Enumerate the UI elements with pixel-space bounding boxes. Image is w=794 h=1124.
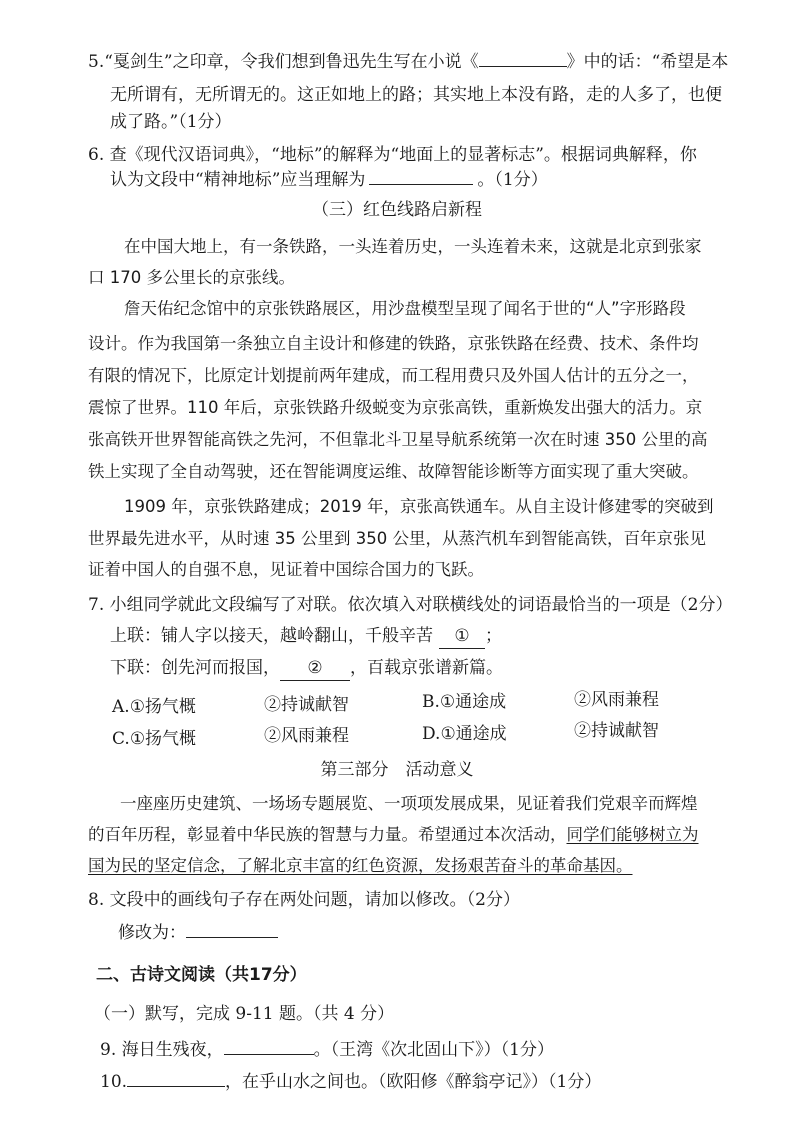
- q7-option-d-two: ②持诚献智: [574, 721, 659, 741]
- s3-p1-l2: 口 170 多公里长的京张线。: [88, 268, 295, 287]
- part2-sub: （一）默写，完成 9-11 题。（共 4 分）: [94, 1004, 395, 1024]
- q7-option-c-two: ②风雨兼程: [264, 726, 349, 746]
- underlined-sentence: 国为民的坚定信念，了解北京丰富的红色资源，发扬艰苦奋斗的革命基因。: [88, 856, 633, 875]
- part2-heading: 二、古诗文阅读（共17分）: [96, 965, 307, 985]
- q7-option-b[interactable]: B.①通途成: [422, 692, 507, 712]
- q9-answer-blank[interactable]: [224, 1038, 314, 1055]
- q7-option-a-two: ②持诚献智: [264, 695, 349, 715]
- q5-line3: 成了路。”（1分）: [110, 112, 232, 132]
- s3-p3-l1: 1909 年，京张铁路建成；2019 年，京张高铁通车。从自主设计修建零的突破到: [124, 497, 714, 516]
- part3-title: 第三部分 活动意义: [320, 760, 474, 780]
- q8-answer-blank[interactable]: [186, 921, 278, 938]
- s3-p2-l5: 张高铁开世界智能高铁之先河，不但靠北斗卫星导航系统第一次在时速 350 公里的高: [88, 430, 708, 449]
- q7-upper-couplet: 上联：铺人字以接天，越岭翻山，千般辛苦 ① ；: [110, 624, 794, 649]
- q7-blank-1[interactable]: ①: [439, 624, 485, 649]
- s3-p2-l6: 铁上实现了全自动驾驶，还在智能调度运维、故障智能诊断等方面实现了重大突破。: [88, 462, 699, 481]
- s3-p2-l3: 有限的情况下，比原定计划提前两年建成，而工程用费只及外国人估计的五分之一，: [88, 366, 699, 385]
- s3-p2-l2: 设计。作为我国第一条独立自主设计和修建的铁路，京张铁路在经费、技术、条件均: [88, 334, 699, 353]
- q5-line2: 无所谓有，无所谓无的。这正如地上的路；其实地上本没有路，走的人多了，也便: [110, 85, 722, 105]
- q7-blank-2[interactable]: ②: [280, 656, 350, 681]
- underlined-sentence-start: 同学们能够树立为: [566, 825, 699, 844]
- s3-p3-l3: 证着中国人的自强不息，见证着中国综合国力的飞跃。: [88, 560, 484, 579]
- s3-p1-l1: 在中国大地上，有一条铁路，一头连着历史，一头连着未来，这就是北京到张家: [124, 237, 702, 256]
- q6-line1: 6. 查《现代汉语词典》，“地标”的解释为“地面上的显著标志”。根据词典解释，你: [88, 145, 697, 165]
- q7-option-c[interactable]: C.①扬气概: [112, 729, 197, 749]
- s3-p2-l4: 震惊了世界。110 年后，京张铁路升级蜕变为京张高铁，重新焕发出强大的活力。京: [88, 398, 703, 417]
- q7-option-b-two: ②风雨兼程: [574, 690, 659, 710]
- q7-stem: 7. 小组同学就此文段编写了对联。依次填入对联横线处的词语最恰当的一项是（2分）: [88, 595, 733, 615]
- s3-p2-l1: 詹天佑纪念馆中的京张铁路展区，用沙盘模型呈现了闻名于世的“人”字形路段: [124, 299, 686, 318]
- q5-answer-blank[interactable]: [479, 50, 567, 67]
- part3-p-l2: 的百年历程，彰显着中华民族的智慧与力量。希望通过本次活动，同学们能够树立为: [88, 825, 699, 844]
- part3-p-l3: [88, 854, 750, 878]
- q5-line1: 5.“戛剑生”之印章，令我们想到鲁迅先生写在小说《 》中的话：“希望是本: [88, 52, 729, 72]
- q10-line: 10. ，在乎山水之间也。（欧阳修《醉翁亭记》）（1分）: [100, 1072, 602, 1092]
- q7-option-a[interactable]: A.①扬气概: [112, 697, 196, 717]
- q8-answer: 修改为：: [118, 921, 794, 945]
- q6-answer-blank[interactable]: [369, 168, 473, 185]
- q7-option-d[interactable]: D.①通途成: [422, 724, 507, 744]
- q9-line: 9. 海日生残夜， 。（王湾《次北固山下》）（1分）: [100, 1040, 554, 1060]
- s3-p3-l2: 世界最先进水平，从时速 35 公里到 350 公里，从蒸汽机车到智能高铁，百年京张见: [88, 529, 706, 548]
- q6-line2: 认为文段中“精神地标”应当理解为 。（1分）: [110, 170, 548, 190]
- q7-lower-couplet: 下联：创先河而报国， ② ，百载京张谱新篇。: [110, 656, 794, 681]
- q10-answer-blank[interactable]: [127, 1070, 225, 1087]
- section3-title: （三）红色线路启新程: [312, 200, 482, 220]
- q8-stem: 8. 文段中的画线句子存在两处问题，请加以修改。（2分）: [88, 890, 520, 910]
- part3-p-l1: 一座座历史建筑、一场场专题展览、一项项发展成果，见证着我们党艰辛而辉煌: [120, 794, 698, 813]
